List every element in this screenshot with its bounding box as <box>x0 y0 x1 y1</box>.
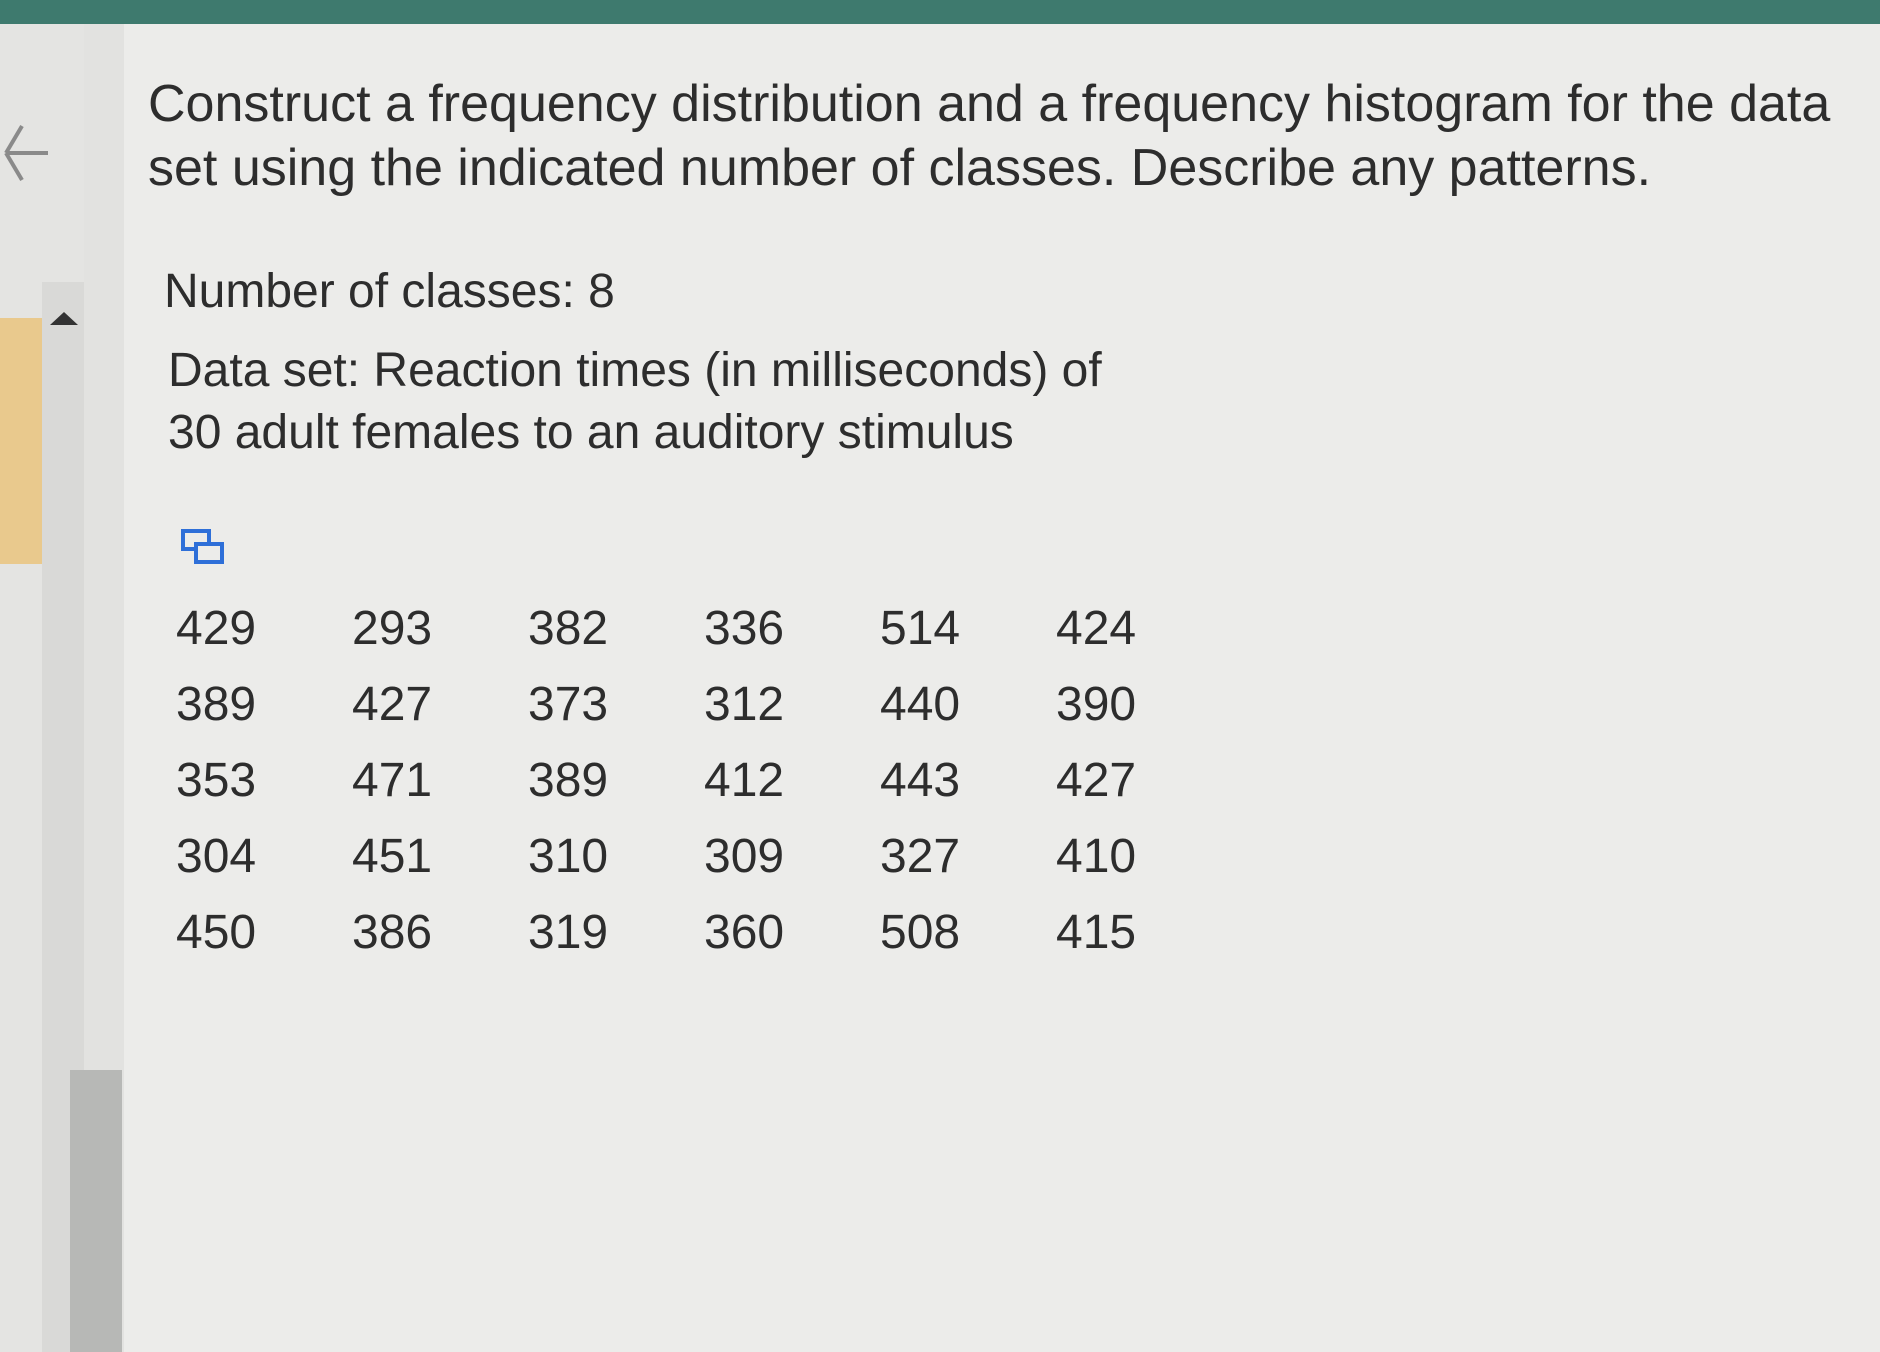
table-cell: 336 <box>704 601 785 655</box>
table-cell: 310 <box>528 829 609 883</box>
table-cell: 410 <box>1056 829 1137 883</box>
table-cell: 429 <box>176 601 257 655</box>
table-cell: 412 <box>704 753 785 807</box>
table-cell: 389 <box>528 753 609 807</box>
number-of-classes: Number of classes: 8 <box>164 265 615 318</box>
table-cell: 427 <box>352 677 433 731</box>
table-cell: 373 <box>528 677 609 731</box>
table-cell: 451 <box>352 829 433 883</box>
question-text: Construct a frequency distribution and a frequency histogram for the data set using the indicated number of classes. Describe any patterns. <box>148 75 1831 197</box>
table-cell: 471 <box>352 753 433 807</box>
table-cell: 390 <box>1056 677 1137 731</box>
table-row <box>160 818 1216 894</box>
table-row <box>160 666 1216 742</box>
table-row <box>160 894 1216 970</box>
dataset-description: Data set: Reaction times (in milliseconds) of 30 adult females to an auditory stimulus <box>168 344 1102 459</box>
data-table <box>160 590 1216 970</box>
table-cell: 389 <box>176 677 257 731</box>
table-cell: 304 <box>176 829 257 883</box>
table-cell: 415 <box>1056 905 1137 959</box>
side-accent <box>0 318 42 564</box>
table-cell: 293 <box>352 601 433 655</box>
table-cell: 353 <box>176 753 257 807</box>
scrollbar-thumb[interactable] <box>70 1070 122 1352</box>
table-cell: 424 <box>1056 601 1137 655</box>
table-row <box>160 742 1216 818</box>
table-cell: 319 <box>528 905 609 959</box>
caret-up-icon[interactable] <box>50 312 78 325</box>
table-cell: 386 <box>352 905 433 959</box>
table-cell: 309 <box>704 829 785 883</box>
table-cell: 514 <box>880 601 961 655</box>
top-bar <box>0 0 1880 24</box>
back-arrow-icon[interactable] <box>0 118 48 188</box>
table-cell: 312 <box>704 677 785 731</box>
table-cell: 443 <box>880 753 961 807</box>
table-cell: 382 <box>528 601 609 655</box>
table-cell: 427 <box>1056 753 1137 807</box>
table-cell: 508 <box>880 905 961 959</box>
table-cell: 440 <box>880 677 961 731</box>
copy-data-icon[interactable] <box>180 528 228 568</box>
table-cell: 327 <box>880 829 961 883</box>
table-cell: 360 <box>704 905 785 959</box>
table-row <box>160 590 1216 666</box>
table-cell: 450 <box>176 905 257 959</box>
